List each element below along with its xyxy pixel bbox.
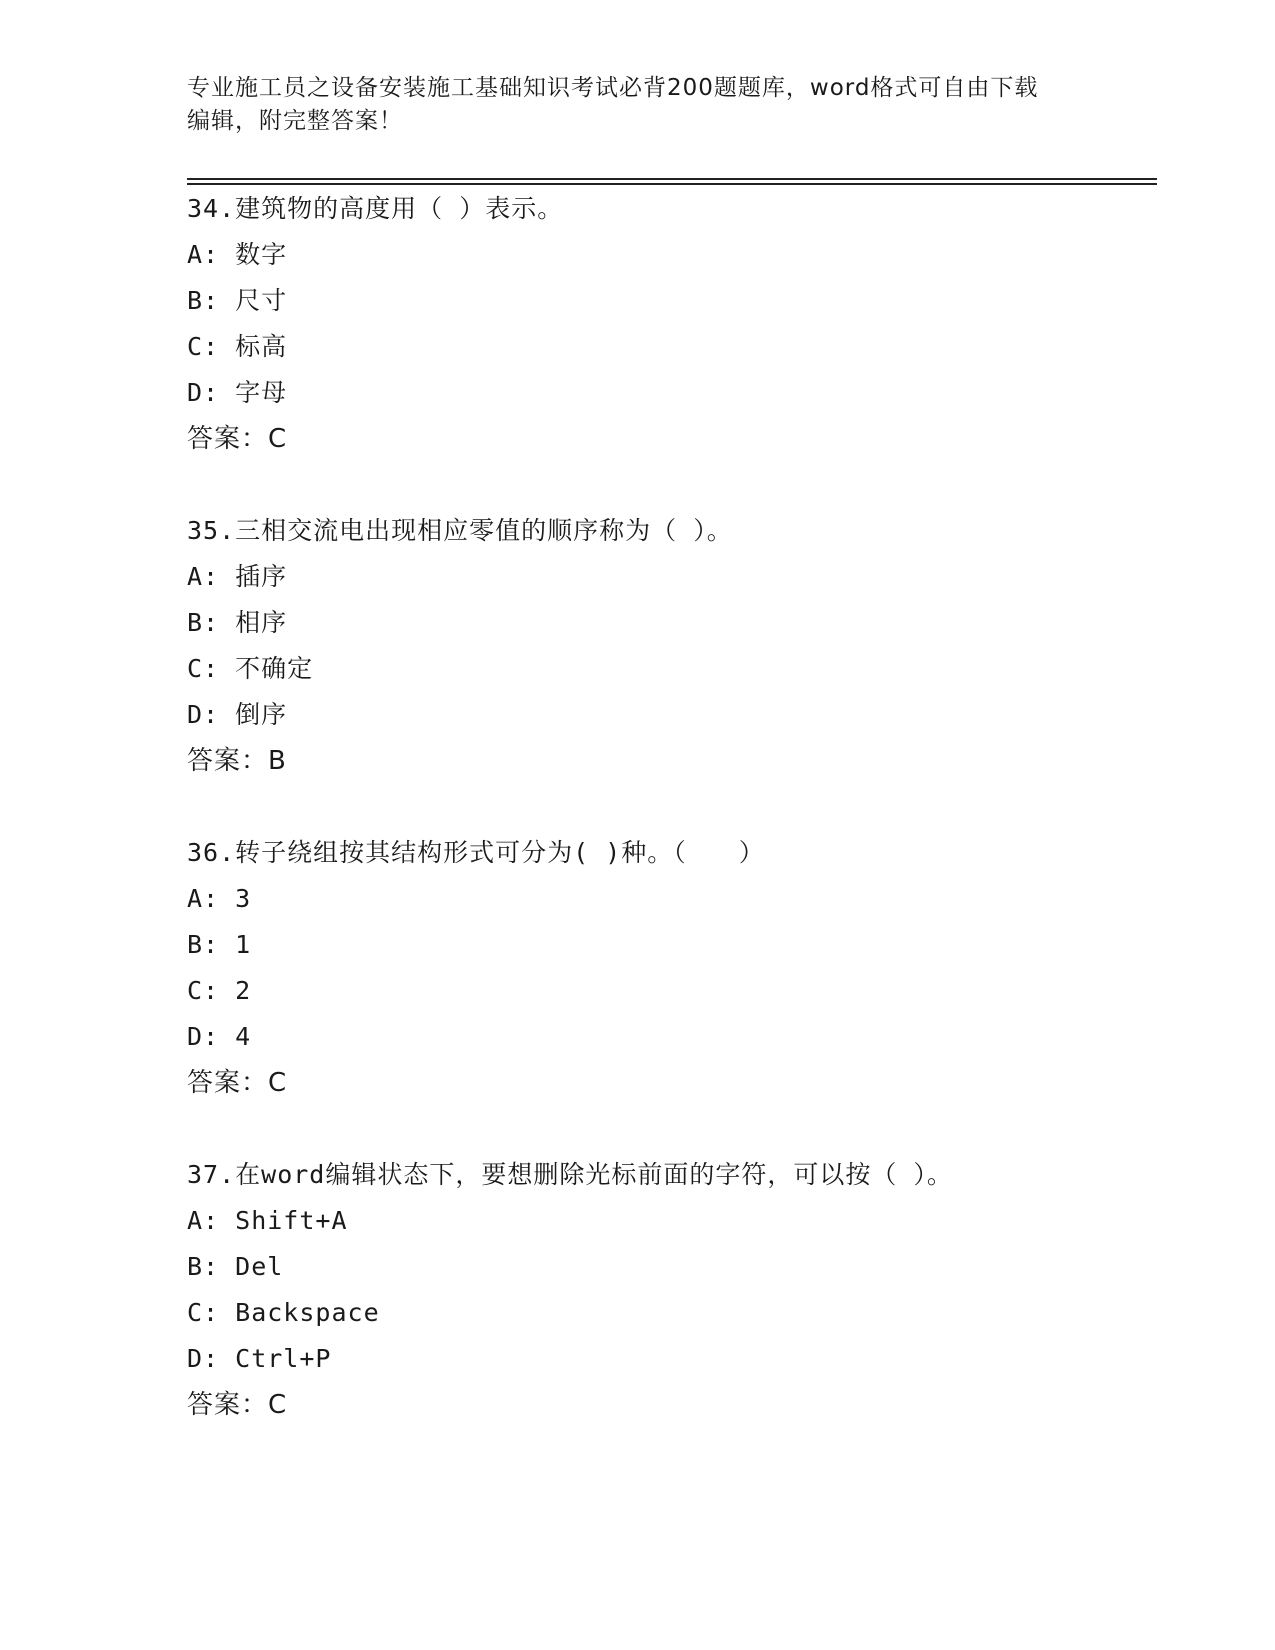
option-c: C: 2 xyxy=(187,976,252,1005)
option-a: A: 插序 xyxy=(187,562,288,591)
option-c: C: Backspace xyxy=(187,1298,380,1327)
option-a: A: Shift+A xyxy=(187,1206,348,1235)
question-block xyxy=(187,1152,1187,1428)
option-c: C: 标高 xyxy=(187,332,288,361)
option-d: D: 字母 xyxy=(187,378,288,407)
answer-line: 答案：B xyxy=(187,746,287,776)
question-block xyxy=(187,508,1187,784)
option-d: D: 倒序 xyxy=(187,700,288,729)
answer-line: 答案：C xyxy=(187,1390,288,1420)
question-stem: 35.三相交流电出现相应零值的顺序称为（ ）。 xyxy=(187,516,733,545)
option-d: D: 4 xyxy=(187,1022,252,1051)
header-title-line-1: 专业施工员之设备安装施工基础知识考试必背200题题库，word格式可自由下载 xyxy=(187,75,1039,101)
header-title-line-2: 编辑，附完整答案！ xyxy=(187,108,403,134)
answer-line: 答案：C xyxy=(187,424,288,454)
header-divider-bottom xyxy=(187,183,1157,185)
answer-line: 答案：C xyxy=(187,1068,288,1098)
option-c: C: 不确定 xyxy=(187,654,314,683)
header-divider-top xyxy=(187,178,1157,180)
option-b: B: 1 xyxy=(187,930,252,959)
document-header xyxy=(187,72,1067,138)
option-b: B: 尺寸 xyxy=(187,286,288,315)
question-stem: 36.转子绕组按其结构形式可分为( )种。（ ） xyxy=(187,838,765,867)
option-b: B: 相序 xyxy=(187,608,288,637)
option-d: D: Ctrl+P xyxy=(187,1344,332,1373)
question-block xyxy=(187,186,1187,462)
question-block xyxy=(187,830,1187,1106)
question-stem: 34.建筑物的高度用（ ）表示。 xyxy=(187,194,564,223)
option-a: A: 数字 xyxy=(187,240,288,269)
option-a: A: 3 xyxy=(187,884,252,913)
option-b: B: Del xyxy=(187,1252,284,1281)
question-stem: 37.在word编辑状态下，要想删除光标前面的字符，可以按（ ）。 xyxy=(187,1160,953,1189)
